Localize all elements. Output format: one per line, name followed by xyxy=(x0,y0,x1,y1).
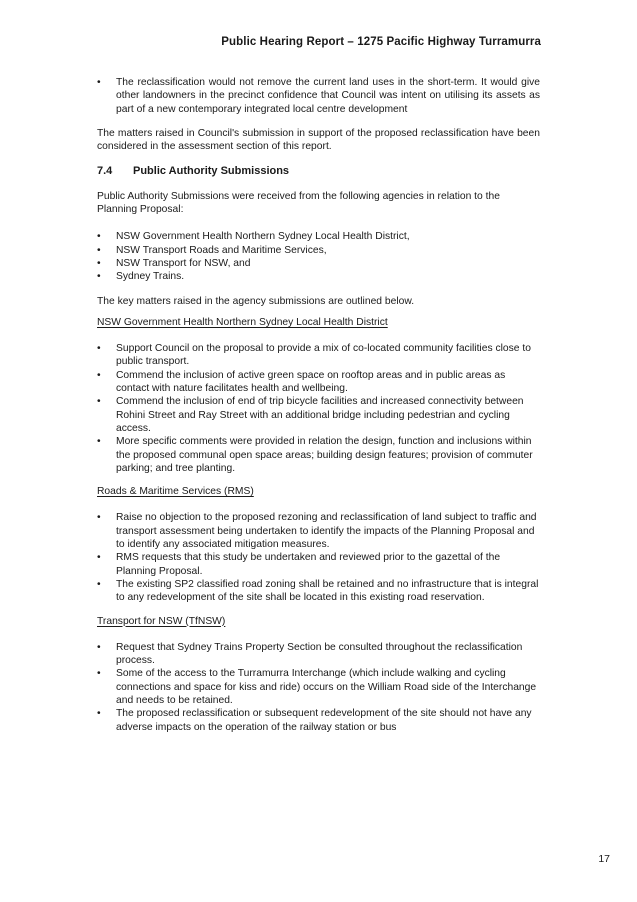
section-title: Public Authority Submissions xyxy=(133,165,290,178)
list-item: • The existing SP2 classified road zoning shall be retained and no infrastructure that is integral to any redevelopment of the site shall be located in this existing road reservation. xyxy=(97,578,540,605)
list-item: • The proposed reclassification or subsequent redevelopment of the site should not have any adverse impacts on the operation of the railway station or bus xyxy=(97,707,540,734)
page-header: Public Hearing Report – 1275 Pacific Highway Turramurra xyxy=(221,36,541,48)
list-item: • Request that Sydney Trains Property Section be consulted throughout the reclassification process. xyxy=(97,641,540,668)
list-item: • Commend the inclusion of end of trip bicycle facilities and increased connectivity between Rohini Street and Ray Street with an additional bridge including pedestrian and cycling access. xyxy=(97,395,540,435)
section-heading xyxy=(97,165,540,178)
list-item: • NSW Transport Roads and Maritime Services, xyxy=(97,244,540,257)
rms-bullet-list xyxy=(97,511,540,604)
list-item: • Commend the inclusion of active green space on rooftop areas and in public areas as contact with nature facilitates health and wellbeing. xyxy=(97,369,540,396)
list-item: • The reclassification would not remove the current land uses in the short-term. It would give other landowners in the precinct confidence that Council was intent on utilising its assets as part of a new contemporary integrated local centre development xyxy=(97,76,540,116)
intro-paragraph: The matters raised in Council's submission in support of the proposed reclassification have been considered in the assessment section of this report. xyxy=(97,127,540,153)
list-item: • NSW Transport for NSW, and xyxy=(97,257,540,270)
page-number: 17 xyxy=(598,853,610,865)
list-item: • Sydney Trains. xyxy=(97,270,540,283)
list-item: • Some of the access to the Turramurra Interchange (which include walking and cycling connections and space for kiss and ride) occurs on the William Road side of the Interchange and needs to be retained. xyxy=(97,667,540,707)
section-number: 7.4 xyxy=(97,165,113,178)
list-item: • Raise no objection to the proposed rezoning and reclassification of land subject to traffic and transport assessment being undertaken to identify the impacts of the Planning Proposal and to identify any associated mitigation measures. xyxy=(97,511,540,551)
list-item: • More specific comments were provided in relation the design, function and inclusions within the proposed communal open space areas; building design features; provision of commuter parking; and tree planting. xyxy=(97,435,540,475)
agency-list xyxy=(97,230,540,283)
list-item: • NSW Government Health Northern Sydney Local Health District, xyxy=(97,230,540,243)
health-heading: NSW Government Health Northern Sydney Local Health District xyxy=(97,316,388,328)
section-intro: Public Authority Submissions were received from the following agencies in relation to the Planning Proposal: xyxy=(97,190,500,216)
tfnsw-heading: Transport for NSW (TfNSW) xyxy=(97,615,226,627)
intro-bullet-list xyxy=(97,76,540,116)
page-content xyxy=(97,76,540,734)
key-matters-paragraph: The key matters raised in the agency submissions are outlined below. xyxy=(97,295,415,307)
list-item: • Support Council on the proposal to provide a mix of co-located community facilities close to public transport. xyxy=(97,342,540,369)
list-item: • RMS requests that this study be undertaken and reviewed prior to the gazettal of the Planning Proposal. xyxy=(97,551,540,578)
tfnsw-bullet-list xyxy=(97,641,540,734)
rms-heading: Roads & Maritime Services (RMS) xyxy=(97,486,254,498)
health-bullet-list xyxy=(97,342,540,475)
